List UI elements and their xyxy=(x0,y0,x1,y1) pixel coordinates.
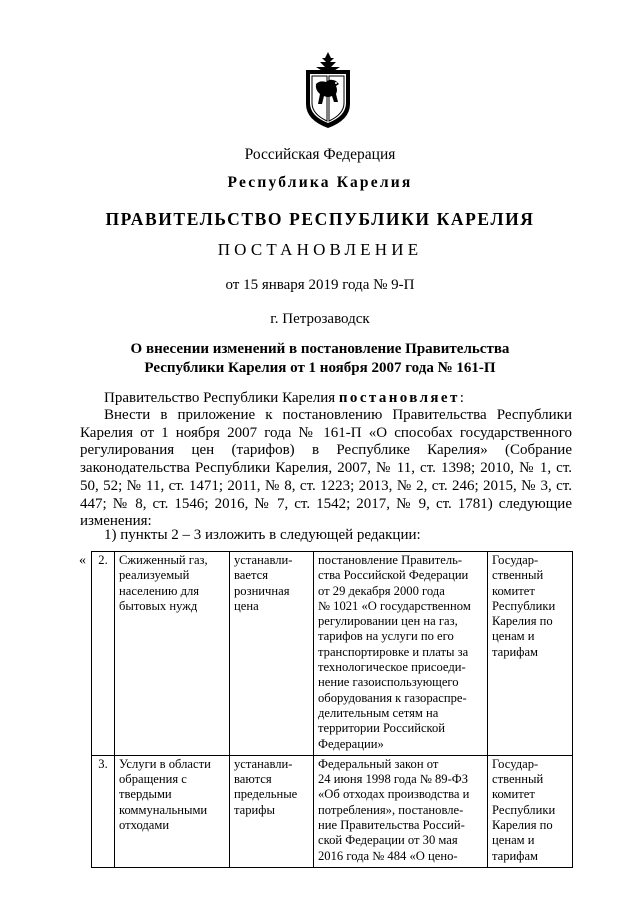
cell-line: Государ- xyxy=(492,756,539,771)
cell-line: территории Российской xyxy=(318,721,446,736)
cell-line: населению для xyxy=(119,583,200,598)
cell-line: вается xyxy=(234,568,268,583)
cell-line: 2016 года № 484 «О цено- xyxy=(318,848,458,863)
karelia-coat-of-arms-icon xyxy=(298,50,358,130)
cell-line: постановление Правитель- xyxy=(318,553,463,567)
cell-basis xyxy=(314,755,488,867)
cell-authority xyxy=(488,755,573,867)
cell-subject xyxy=(115,755,230,867)
cell-line: ценам и xyxy=(492,629,535,644)
intro-suffix: : xyxy=(459,390,464,406)
cell-basis xyxy=(314,552,488,756)
cell-line: технологическое присоеди- xyxy=(318,660,466,675)
cell-line: тарифы xyxy=(234,802,275,817)
cell-line: Федерации» xyxy=(318,736,384,751)
cell-line: устанавли- xyxy=(234,756,293,771)
document-city: г. Петрозаводск xyxy=(270,311,370,327)
cell-line: ской Федерации от 30 мая xyxy=(318,833,458,848)
cell-line: оборудования к газораспре- xyxy=(318,690,467,705)
cell-line: Услуги в области xyxy=(119,756,211,771)
cell-line: Карелия по xyxy=(492,614,553,629)
amendment-table xyxy=(91,551,573,868)
cell-line: твердыми xyxy=(119,787,172,802)
cell-line: розничная xyxy=(234,583,290,598)
cell-line: транспортировке и платы за xyxy=(318,644,469,659)
cell-line: ственный xyxy=(492,568,544,583)
cell-line: коммунальными xyxy=(119,802,208,817)
cell-line: комитет xyxy=(492,583,535,598)
cell-line: Сжиженный газ, xyxy=(119,553,208,567)
cell-line: Федеральный закон от xyxy=(318,756,439,771)
intro-prefix: Правительство Республики Карелия xyxy=(104,390,339,406)
document-title-line: О внесении изменений в постановление Правительства xyxy=(130,341,510,357)
document-title xyxy=(0,340,640,378)
cell-authority xyxy=(488,552,573,756)
cell-line: цена xyxy=(234,598,259,613)
cell-line: комитет xyxy=(492,787,535,802)
document-type: ПОСТАНОВЛЕНИЕ xyxy=(217,240,423,259)
cell-line: ценам и xyxy=(492,833,535,848)
cell-line: устанавли- xyxy=(234,553,293,567)
cell-line: № 1021 «О государственном xyxy=(318,598,471,613)
intro-verb: постановляет xyxy=(338,390,460,406)
cell-line: от 29 декабря 2000 года xyxy=(318,583,445,598)
cell-line: «Об отходах производства и xyxy=(318,787,470,802)
cell-line: Государ- xyxy=(492,553,539,567)
cell-line: делительным сетям на xyxy=(318,705,439,720)
cell-line: ние Правительства Россий- xyxy=(318,818,465,833)
cell-line: нение газоиспользующего xyxy=(318,675,459,690)
cell-line: предельные xyxy=(234,787,298,802)
cell-line: тарифам xyxy=(492,848,539,863)
quote-mark: « xyxy=(79,553,86,568)
row-number: 3. xyxy=(92,755,115,867)
table-row xyxy=(92,755,573,867)
cell-line: реализуемый xyxy=(119,568,190,583)
cell-line: ства Российской Федерации xyxy=(318,568,469,583)
cell-line: отходами xyxy=(119,818,170,833)
cell-line: тарифов на услуги по его xyxy=(318,629,454,644)
cell-line: Республики xyxy=(492,802,556,817)
document-title-line: Республики Карелия от 1 ноября 2007 года № 161-П xyxy=(144,360,496,376)
cell-line: бытовых нужд xyxy=(119,598,198,613)
cell-line: ваются xyxy=(234,772,272,787)
cell-line: ственный xyxy=(492,772,544,787)
main-paragraph: Внести в приложение к постановлению Правительства Республики Карелия от 1 ноября 2007 года № 161-П «О способах государственного регулирования цен (тарифов) в Республике Карелия» (Собрание законодательства Республики Карелия, 2007, № 11, ст. 1398; 2010, № 1, ст. 50, 52; № 11, ст. 1471; 2011, № 8, ст. 1223; 2013, № 2, ст. 246; 2015, № 3, ст. 447; № 8, ст. 1546; 2016, № 7, ст. 1542; 2017, № 9, ст. 1781) следующие изменения: xyxy=(80,407,572,530)
cell-line: обращения с xyxy=(119,772,187,787)
cell-line: 24 июня 1998 года № 89-ФЗ xyxy=(318,772,469,787)
cell-method xyxy=(230,552,314,756)
cell-subject xyxy=(115,552,230,756)
republic-name: Республика Карелия xyxy=(227,174,413,191)
cell-line: Карелия по xyxy=(492,818,553,833)
table-row xyxy=(92,552,573,756)
cell-line: потребления», постановле- xyxy=(318,802,464,817)
intro-paragraph xyxy=(104,390,464,408)
cell-line: регулировании цен на газ, xyxy=(318,614,458,629)
government-name: ПРАВИТЕЛЬСТВО РЕСПУБЛИКИ КАРЕЛИЯ xyxy=(105,209,535,229)
row-number: 2. xyxy=(92,552,115,756)
federation-name: Российская Федерация xyxy=(244,146,396,163)
items-paragraph: 1) пункты 2 – 3 изложить в следующей редакции: xyxy=(104,527,421,543)
cell-method xyxy=(230,755,314,867)
cell-line: Республики xyxy=(492,598,556,613)
document-date-number: от 15 января 2019 года № 9-П xyxy=(225,277,415,293)
cell-line: тарифам xyxy=(492,644,539,659)
